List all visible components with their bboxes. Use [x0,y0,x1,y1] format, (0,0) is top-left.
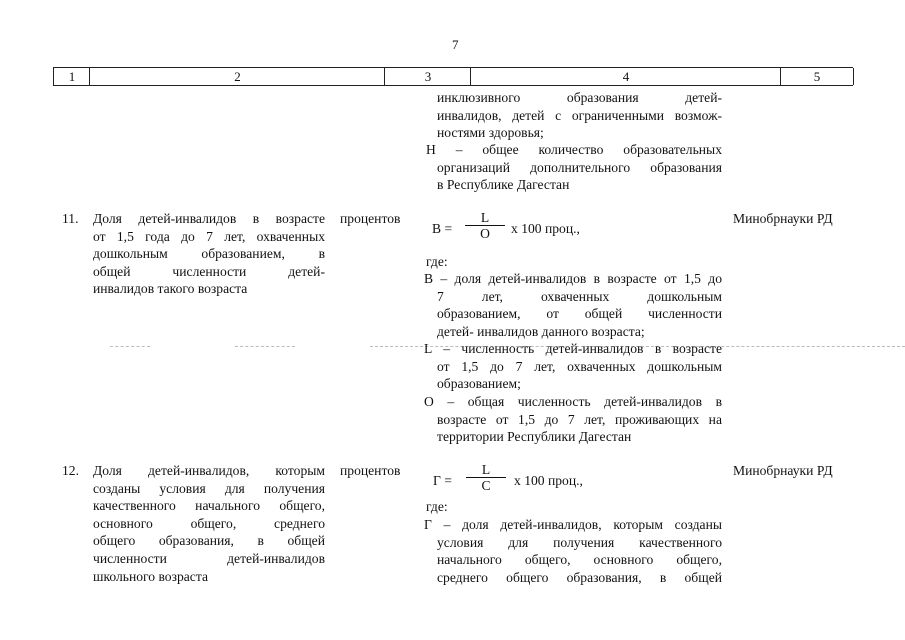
row-11-formula-lhs: В = [432,221,453,236]
header-col-3: 3 [384,68,471,85]
header-col-5: 5 [780,68,854,85]
fraction-denominator: С [466,477,506,493]
text-line: детей- инвалидов данного возраста; [437,323,645,339]
text-line: среднего общего образования, в общей [437,569,722,585]
row-12-where: где: [426,499,448,514]
text-line: от 1,5 до 7 лет, охваченных дошкольным [437,358,722,374]
text-line: возрасте от 1,5 до 7 лет, проживающих на [437,411,722,427]
text-line: качественного начального общего, [93,498,325,514]
text-line: территории Республики Дагестан [437,429,632,445]
text-line: 7 лет, охваченных дошкольным [437,288,722,304]
row-12-definition-g [424,516,722,586]
table-header [53,67,853,86]
text-line: созданы условия для получения [93,480,325,496]
row-11-formula-rhs: х 100 проц., [511,221,580,236]
row-11-definition-l [424,340,722,393]
row-12-indicator [93,462,325,585]
text-line: образованием; [437,376,521,392]
text-line: Доля детей-инвалидов, которым [93,463,325,478]
row-12-number: 12. [62,463,79,478]
text-line: условия для получения качественного [437,534,722,550]
text-line: Г – доля детей-инвалидов, которым созданы [424,517,722,532]
text-line: дошкольным образованием, в [93,246,325,262]
text-line: от 1,5 года до 7 лет, охваченных [93,228,325,244]
row-12-formula-rhs: х 100 проц., [514,473,583,488]
text-line: основного общего, среднего [93,515,325,531]
text-line: образованием, от общей численности [437,306,722,322]
row-12-fraction [466,462,506,493]
row-11-number: 11. [62,211,79,226]
header-col-2: 2 [89,68,385,85]
text-line: общего образования, в общей [93,533,325,549]
text-line: инвалидов, детей с ограниченными возмож- [437,107,722,123]
header-col-4: 4 [470,68,781,85]
fraction-denominator: О [465,225,505,241]
text-line: Н – общее количество образовательных [426,142,722,157]
row-11-fraction [465,210,505,241]
page-number: 7 [452,37,459,52]
row-12-formula-lhs: Г = [433,473,452,488]
row-12-unit: процентов [340,463,401,478]
text-line: численности детей-инвалидов [93,550,325,566]
text-line: инвалидов такого возраста [93,281,248,297]
text-line: инклюзивного образования детей- [437,90,722,105]
text-line: начального общего, основного общего, [437,552,722,568]
continuation-text [437,89,722,142]
scan-artifact-line [110,346,150,347]
text-line: в Республике Дагестан [437,177,570,193]
row-11-definition-o [424,393,722,446]
row-11-where: где: [426,254,448,269]
row-11-unit: процентов [340,211,401,226]
row-11-organization: Минобрнауки РД [733,211,833,226]
text-line: В – доля детей-инвалидов в возрасте от 1,5 до [424,271,722,286]
header-col-1: 1 [53,68,90,85]
text-line: школьного возраста [93,568,208,584]
definition-n [426,141,722,194]
scan-artifact-line [235,346,295,347]
text-line: ностями здоровья; [437,125,544,141]
text-line: Доля детей-инвалидов в возрасте [93,211,325,226]
row-12-organization: Минобрнауки РД [733,463,833,478]
fraction-numerator: L [481,462,491,477]
row-11-definition-b [424,270,722,340]
text-line: О – общая численность детей-инвалидов в [424,394,722,409]
text-line: организаций дополнительного образования [437,159,722,175]
text-line: общей численности детей- [93,263,325,279]
text-line: L – численность детей-инвалидов в возрасте [424,341,722,356]
fraction-numerator: L [480,210,490,225]
row-11-indicator [93,210,325,298]
